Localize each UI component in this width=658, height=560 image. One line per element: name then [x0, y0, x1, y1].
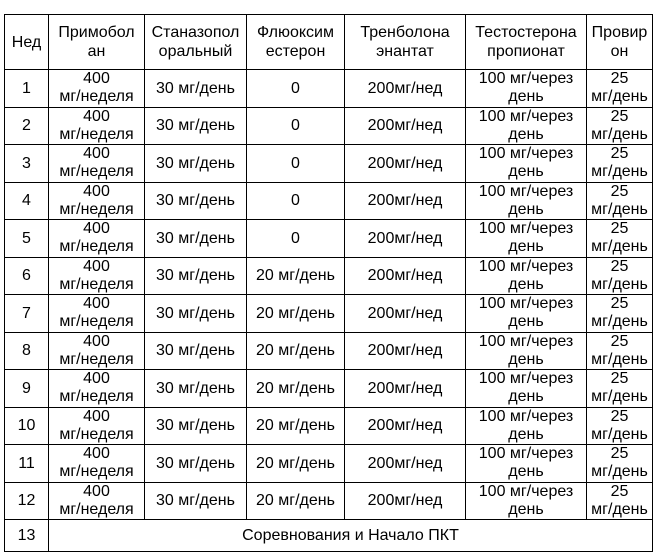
cell-testosterone: 100 мг/через день [466, 370, 587, 408]
cell-proviron: 25 мг/день [587, 182, 653, 220]
cell-week: 4 [5, 182, 49, 220]
cell-week: 11 [5, 445, 49, 483]
cell-primobolan: 400 мг/неделя [49, 370, 145, 408]
cell-proviron: 25 мг/день [587, 220, 653, 258]
cell-week: 12 [5, 482, 49, 520]
header-stanozolol: Станазопол оральный [145, 15, 247, 70]
cell-stanozolol: 30 мг/день [145, 445, 247, 483]
cell-week: 5 [5, 220, 49, 258]
header-primobolan: Примобол ан [49, 15, 145, 70]
cell-trenbolone: 200мг/нед [345, 332, 466, 370]
cell-testosterone: 100 мг/через день [466, 295, 587, 333]
header-proviron: Провир он [587, 15, 653, 70]
header-trenbolone: Тренболона энантат [345, 15, 466, 70]
table-row [5, 407, 653, 445]
table-header-row [5, 15, 653, 70]
cell-stanozolol: 30 мг/день [145, 107, 247, 145]
cell-proviron: 25 мг/день [587, 107, 653, 145]
header-fluoxymesterone: Флюоксим естерон [247, 15, 345, 70]
cell-stanozolol: 30 мг/день [145, 482, 247, 520]
cell-primobolan: 400 мг/неделя [49, 145, 145, 183]
cell-primobolan: 400 мг/неделя [49, 445, 145, 483]
cell-trenbolone: 200мг/нед [345, 445, 466, 483]
cell-fluoxymesterone: 0 [247, 70, 345, 108]
cell-trenbolone: 200мг/нед [345, 220, 466, 258]
cell-proviron: 25 мг/день [587, 332, 653, 370]
cell-fluoxymesterone: 20 мг/день [247, 295, 345, 333]
cell-testosterone: 100 мг/через день [466, 257, 587, 295]
cell-primobolan: 400 мг/неделя [49, 220, 145, 258]
document-page [4, 14, 653, 552]
cell-trenbolone: 200мг/нед [345, 145, 466, 183]
cell-proviron: 25 мг/день [587, 145, 653, 183]
cell-trenbolone: 200мг/нед [345, 407, 466, 445]
cell-trenbolone: 200мг/нед [345, 182, 466, 220]
cell-proviron: 25 мг/день [587, 295, 653, 333]
cell-primobolan: 400 мг/неделя [49, 70, 145, 108]
cell-testosterone: 100 мг/через день [466, 407, 587, 445]
cell-testosterone: 100 мг/через день [466, 332, 587, 370]
cell-week: 10 [5, 407, 49, 445]
final-row [5, 520, 653, 552]
cell-trenbolone: 200мг/нед [345, 70, 466, 108]
table-row [5, 482, 653, 520]
cell-stanozolol: 30 мг/день [145, 332, 247, 370]
table-row [5, 220, 653, 258]
cell-trenbolone: 200мг/нед [345, 482, 466, 520]
cell-stanozolol: 30 мг/день [145, 70, 247, 108]
cell-fluoxymesterone: 0 [247, 220, 345, 258]
table-row [5, 295, 653, 333]
cell-proviron: 25 мг/день [587, 482, 653, 520]
cell-week: 1 [5, 70, 49, 108]
cell-stanozolol: 30 мг/день [145, 370, 247, 408]
table-row [5, 332, 653, 370]
table-row [5, 257, 653, 295]
cell-primobolan: 400 мг/неделя [49, 332, 145, 370]
cell-testosterone: 100 мг/через день [466, 482, 587, 520]
cell-proviron: 25 мг/день [587, 70, 653, 108]
cell-primobolan: 400 мг/неделя [49, 107, 145, 145]
cell-stanozolol: 30 мг/день [145, 220, 247, 258]
cell-testosterone: 100 мг/через день [466, 445, 587, 483]
table-row [5, 107, 653, 145]
cell-proviron: 25 мг/день [587, 445, 653, 483]
cell-testosterone: 100 мг/через день [466, 182, 587, 220]
cell-trenbolone: 200мг/нед [345, 295, 466, 333]
cell-testosterone: 100 мг/через день [466, 70, 587, 108]
cell-testosterone: 100 мг/через день [466, 145, 587, 183]
cell-testosterone: 100 мг/через день [466, 220, 587, 258]
table-row [5, 182, 653, 220]
final-row-text: Соревнования и Начало ПКТ [49, 520, 653, 552]
cell-fluoxymesterone: 0 [247, 145, 345, 183]
table-row [5, 145, 653, 183]
cell-stanozolol: 30 мг/день [145, 257, 247, 295]
cell-fluoxymesterone: 20 мг/день [247, 445, 345, 483]
cell-trenbolone: 200мг/нед [345, 370, 466, 408]
cell-fluoxymesterone: 20 мг/день [247, 482, 345, 520]
cell-fluoxymesterone: 20 мг/день [247, 332, 345, 370]
cell-week: 13 [5, 520, 49, 552]
cell-fluoxymesterone: 0 [247, 107, 345, 145]
cell-primobolan: 400 мг/неделя [49, 257, 145, 295]
header-testosterone: Тестостерона пропионат [466, 15, 587, 70]
cell-week: 2 [5, 107, 49, 145]
table-row [5, 445, 653, 483]
table-row [5, 70, 653, 108]
cell-testosterone: 100 мг/через день [466, 107, 587, 145]
cell-primobolan: 400 мг/неделя [49, 295, 145, 333]
cell-proviron: 25 мг/день [587, 370, 653, 408]
cell-trenbolone: 200мг/нед [345, 107, 466, 145]
cell-proviron: 25 мг/день [587, 407, 653, 445]
cell-week: 6 [5, 257, 49, 295]
cell-week: 9 [5, 370, 49, 408]
table-row [5, 370, 653, 408]
steroid-cycle-table [4, 14, 653, 552]
header-week: Нед [5, 15, 49, 70]
cell-stanozolol: 30 мг/день [145, 295, 247, 333]
cell-primobolan: 400 мг/неделя [49, 182, 145, 220]
cell-primobolan: 400 мг/неделя [49, 482, 145, 520]
table-body [5, 70, 653, 552]
cell-fluoxymesterone: 0 [247, 182, 345, 220]
cell-fluoxymesterone: 20 мг/день [247, 257, 345, 295]
cell-fluoxymesterone: 20 мг/день [247, 370, 345, 408]
cell-week: 8 [5, 332, 49, 370]
cell-stanozolol: 30 мг/день [145, 182, 247, 220]
cell-week: 3 [5, 145, 49, 183]
cell-primobolan: 400 мг/неделя [49, 407, 145, 445]
cell-stanozolol: 30 мг/день [145, 145, 247, 183]
cell-fluoxymesterone: 20 мг/день [247, 407, 345, 445]
cell-stanozolol: 30 мг/день [145, 407, 247, 445]
cell-week: 7 [5, 295, 49, 333]
cell-trenbolone: 200мг/нед [345, 257, 466, 295]
cell-proviron: 25 мг/день [587, 257, 653, 295]
